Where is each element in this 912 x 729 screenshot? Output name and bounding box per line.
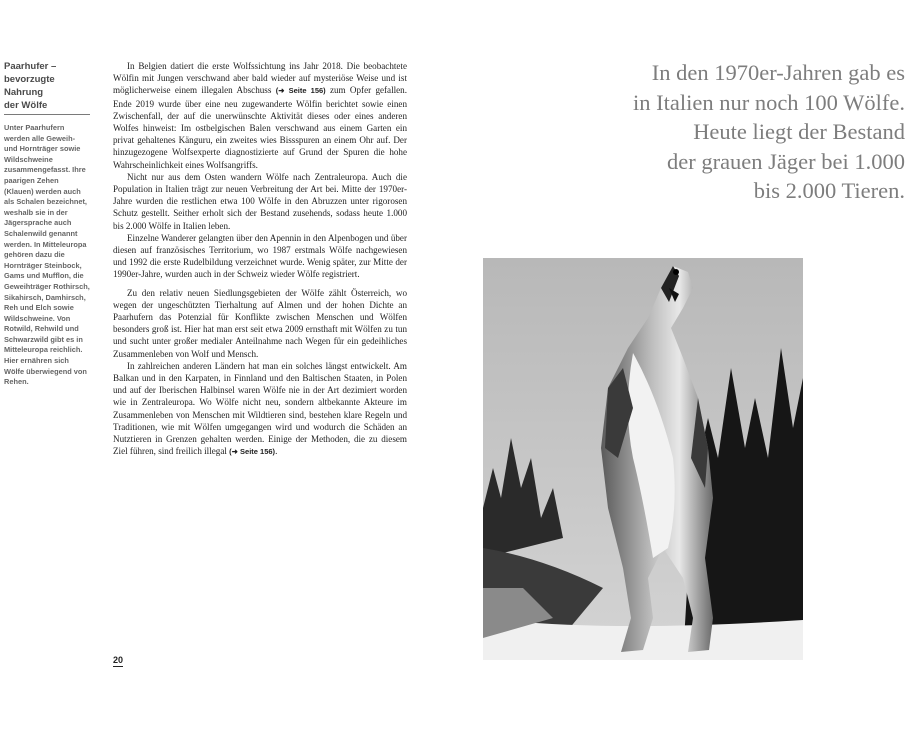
wolf-illustration xyxy=(483,258,803,660)
paragraph-text: zum Opfer gefallen. Ende 2019 wurde über eine neu zugewanderte Wölfin berichtet sowie einen Zwischenfall, der auf die unerwünschte Aktivität dieses oder eines anderen Wolfes hinweist: Im ostbelgischen Balen verschwand aus einem Garten ein privat gehaltenes Känguru, ein zweites wies Bissspuren an einem Ohr auf. Der hinzugezogene Wolfsexperte diagnostizierte auf Grund der Spuren die hohe Wahrscheinlichkeit eines Wolfsangriffs. xyxy=(113,85,408,170)
paragraph xyxy=(113,360,407,459)
sidebar-title-line: bevorzugte Nahrung xyxy=(4,74,55,98)
sidebar-title xyxy=(4,60,90,115)
pull-quote-line: der grauen Jäger bei 1.000 xyxy=(666,148,905,174)
paragraph: Zu den relativ neuen Siedlungsgebieten der Wölfe zählt Österreich, wo wegen der ungeschützten Tierhaltung auf Almen und der hohen Dichte an Paarhufern das Potenzial für Konflikte zwischen Menschen und Wölfen besonders groß ist. Hier hat man erst seit etwa 2009 ernsthaft mit Wölfen zu tun und sucht unter großer medialer Anteilnahme nach Wegen für ein gedeihliches Zusammenleben von Wolf und Mensch. xyxy=(113,287,407,359)
sidebar-text: Unter Paarhufern werden alle Geweih- und Hornträger sowie Wildschweine zusammengefasst. Ihre paarigen Zehen (Klauen) werden auch als Schalen bezeichnet, weshalb sie in der Jägersprache auch Schalenwild genannt werden. In Mitteleuropa gehören dazu die Hornträger Steinbock, Gams und Mufflon, die Geweihträger Rothirsch, Sikahirsch, Damhirsch, Reh und Elch sowie Wildschweine. Von Rotwild, Rehwild und Schwarzwild gibt es in Mitteleuropa reichlich. Hier ernähren sich Wölfe überwiegend von Rehen. xyxy=(4,123,90,387)
sidebar-note xyxy=(4,60,90,388)
pull-quote-line: bis 2.000 Tieren. xyxy=(753,178,905,203)
pull-quote-line: in Italien nur noch 100 Wölfe. xyxy=(632,89,905,115)
page-reference[interactable]: (➜ Seite 156) xyxy=(229,447,276,457)
pull-quote-line: In den 1970er-Jahren gab es xyxy=(651,60,905,85)
pull-quote xyxy=(545,58,905,206)
page-number: 20 xyxy=(113,655,124,665)
paragraph-text: In zahlreichen anderen Ländern hat man ein solches längst entwickelt. Am Balkan und in den Karpaten, in Finnland und den Baltischen Staaten, in Polen und auf der Iberischen Halbinsel waren Wölfe nie in der Art dezimiert worden wie in Zentraleuropa. Wo Wölfe nicht neu, sondern altbekannte Akteure im Zusammenleben von Menschen mit Wildtieren sind, bestehen klare Regeln und Traditionen, wie mit Wölfen umgegangen wird und wodurch die Schäden an Nutztieren in Grenzen gehalten werden. Einige der Methoden, die zu diesem Ziel führen, sind freilich illegal xyxy=(113,360,407,457)
main-text-column xyxy=(113,60,407,459)
page-reference[interactable]: (➜ Seite 156) xyxy=(275,86,326,96)
paragraph: Einzelne Wanderer gelangten über den Apennin in den Alpenbogen und über diesen auf französisches Territorium, wo 1987 erstmals Wölfe nachgewiesen und 1992 die erste Rudelbildung verzeichnet wurde. Wenig später, zur Mitte der 1990er-Jahre, wurden auch in der Schweiz wieder Wölfe registriert. xyxy=(113,232,407,280)
paragraph: Nicht nur aus dem Osten wandern Wölfe nach Zentraleuropa. Auch die Population in Italien trägt zur neuen Verbreitung der Art bei. Mitte der 1970er-Jahre wurden die restlichen etwa 100 Wölfe in den Abruzzen unter rigorosen Schutz gestellt. Seither erholt sich der Bestand zusehends, sodass heute 1.000 bis 2.000 Wölfe in Italien leben. xyxy=(113,171,407,231)
pull-quote-line: Heute liegt der Bestand xyxy=(693,119,905,144)
howling-wolf-photo xyxy=(483,258,803,660)
paragraph xyxy=(113,60,407,171)
paragraph-text: In Belgien datiert die erste Wolfssichtung ins Jahr 2018. Die beobachtete Wölfin mit Jungen verschwand aber bald wieder auf mysteriöse Weise und ist möglicherweise einem illegalen Abschuss xyxy=(113,61,407,96)
sidebar-title-line: Paarhufer – xyxy=(4,61,57,72)
sidebar-title-line: der Wölfe xyxy=(4,100,48,111)
paragraph-text: . xyxy=(275,446,278,457)
